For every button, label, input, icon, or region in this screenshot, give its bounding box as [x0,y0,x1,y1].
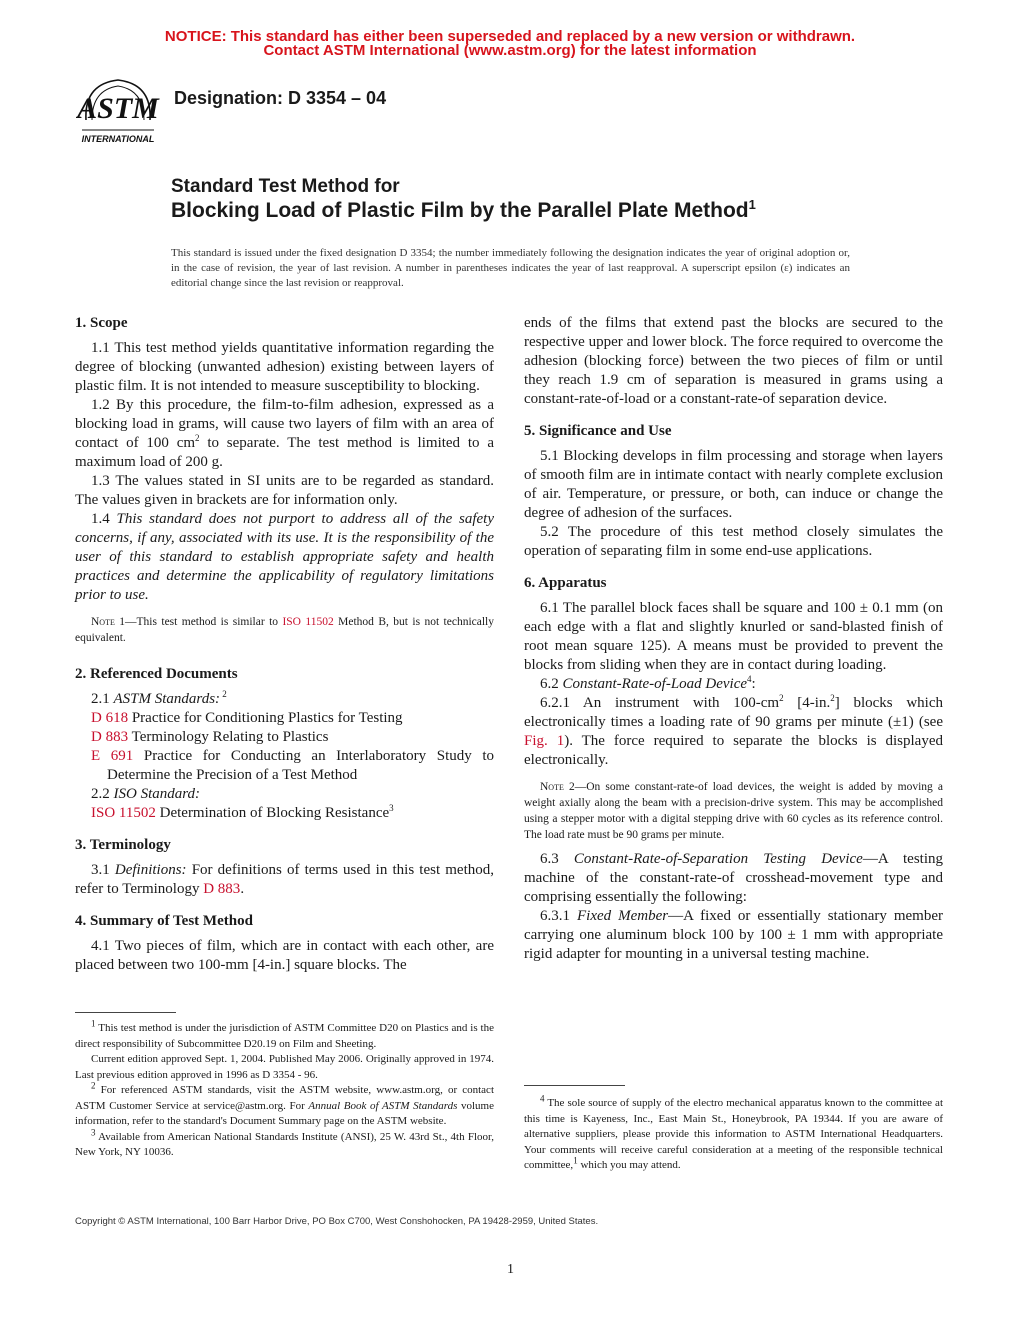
astm-logo [76,74,160,148]
footnote-3: $^3$ Available from American National Standards Institute (ANSI), 25 W. 43rd St., 4th Floor, New York, NY 10036. [75,1126,494,1158]
title-line-1: Standard Test Method for [171,176,400,197]
iso-11502-link[interactable]: ISO 11502 [282,616,334,628]
fig-1-link[interactable]: Fig. 1 [524,733,565,749]
section-heading-scope: 1. Scope [75,315,128,331]
section-heading-referenced-documents: 2. Referenced Documents [75,666,238,682]
para-6-2-1: 6.2.1 An instrument with $100-cm^2$ [4-in.$^2$] blocks which electronically times a loading rate of 90 grams per minute (±1) (see Fig. 1). The force required to separate the blocks is displayed electronically. [524,693,943,768]
logo-sub: INTERNATIONAL [81,134,155,144]
left-footnotes [75,1018,494,1161]
para-6-1: 6.1 The parallel block faces shall be square and 100 ± 0.1 mm (on each edge with a flat and slightly knurled or sand-blasted finish of root mean square 125). A means must be provided to prevent the blocks from sliding when they are in contact during loading. [524,600,943,673]
footnote-rule [75,1012,176,1013]
footnote-4: $^4$ The sole source of supply of the electro mechanical apparatus known to the committee at this time is Kayeness, Inc., East Main St., Honeybrook, PA 19344. If you are aware of alternative suppliers, please provide this information to ASTM International Headquarters. Your comments will receive careful consideration at a meeting of the responsible technical committee,$^1$ which you may attend. [524,1093,943,1171]
ref-e691: E 691 Practice for Conducting an Interlaboratory Study to Determine the Precision of a Test Method [91,748,494,783]
sub-2-1: 2.1 ASTM Standards: $^2$ [91,689,227,707]
section-heading-summary: 4. Summary of Test Method [75,913,253,929]
footnote-1: $^1$ This test method is under the jurisdiction of ASTM Committee D20 on Plastics and is the direct responsibility of Subcommittee D20.19 on Film and Sheeting. [75,1018,494,1050]
para-5-1: 5.1 Blocking develops in film processing and storage when layers of smooth film are in intimate contact with nearly complete exclusion of air. Temperature, or pressure, or both, can induce or change the degree of adhesion of the surfaces. [524,448,943,521]
note-1: Note 1—This test method is similar to ISO 11502 Method B, but is not technically equivalent. [75,616,495,644]
section-heading-terminology: 3. Terminology [75,837,171,853]
intro-paragraph: This standard is issued under the fixed designation D 3354; the number immediately following the designation indicates the year of original adoption or, in the case of revision, the year of last revision. A number in parentheses indicates the year of last reapproval. A superscript epsilon (ε) indicates an editorial change since the last revision or reapproval. [171,247,850,289]
para-1-4: 1.4 This standard does not purport to address all of the safety concerns, if any, associated with its use. It is the responsibility of the user of this standard to establish appropriate safety and health practices and determine the applicability of regulatory limitations prior to use. [75,511,495,603]
notice-line-2: Contact ASTM International (www.astm.org) for the latest information [263,42,757,59]
logo-letters: ASTM [77,92,159,125]
page-number: 1 [507,1262,514,1277]
right-footnotes [524,1093,943,1174]
title-line-2: Blocking Load of Plastic Film by the Parallel Plate Method$^1$ [171,197,756,222]
ref-code-link[interactable]: E 691 [91,748,134,764]
ref-d883: D 883 Terminology Relating to Plastics [91,729,329,745]
ref-code-link[interactable]: D 618 [91,710,129,726]
designation: Designation: D 3354 – 04 [174,88,387,108]
right-column [524,314,943,964]
para-6-3-1: 6.3.1 Fixed Member—A fixed or essentially stationary member carrying one aluminum block 100 by 100 ± 1 mm with appropriate rigid adapter for mounting in a universal testing machine. [524,908,944,962]
note-2: Note 2—On some constant-rate-of load devices, the weight is added by moving a weight axially along the beam with a precision-drive system. This may be accomplished using a stepper motor with a digital stepping drive with 60 cycles as its reference control. The load rate must be 90 grams per minute. [524,781,943,841]
para-1-3: 1.3 The values stated in SI units are to be regarded as standard. The values given in brackets are for information only. [75,473,494,508]
ref-iso11502: ISO 11502 Determination of Blocking Resistance$^3$ [91,803,394,821]
ref-d618: D 618 Practice for Conditioning Plastics for Testing [91,710,403,726]
para-6-3: 6.3 Constant-Rate-of-Separation Testing Device—A testing machine of the constant-rate-of crosshead-movement type and comprising essentially the following: [524,851,943,905]
section-heading-apparatus: 6. Apparatus [524,575,607,591]
para-5-2: 5.2 The procedure of this test method closely simulates the operation of separating film in some end-use applications. [524,524,943,559]
para-6-2: 6.2 Constant-Rate-of-Load Device$^4$: [540,674,756,692]
para-1-2: 1.2 By this procedure, the film-to-film adhesion, expressed as a blocking load in grams, will cause two layers of film with an area of contact of 100 $cm^2$ to separate. The test method is limited to a maximum load of 200 g. [75,397,494,470]
d883-link[interactable]: D 883 [203,881,241,897]
copyright: Copyright © ASTM International, 100 Barr Harbor Drive, PO Box C700, West Conshohocken, PA 19428-2959, United States. [75,1216,599,1227]
section-heading-significance: 5. Significance and Use [524,423,672,439]
left-column [75,314,494,975]
ref-code-link[interactable]: D 883 [91,729,129,745]
sub-2-2: 2.2 ISO Standard: [91,786,201,802]
para-1-1: 1.1 This test method yields quantitative information regarding the degree of blocking (unwanted adhesion) existing between layers of plastic film. It is not intended to measure susceptibility to blocking. [75,340,494,394]
para-4-1-continued: ends of the films that extend past the blocks are secured to the respective upper and lower block. The force required to overcome the adhesion (blocking force) between the two pieces of film or until they reach 1.9 cm of separation is measured in grams using a constant-rate-of-load or a constant-rate-of separation device. [524,315,943,407]
footnote-rule [524,1085,625,1086]
para-4-1: 4.1 Two pieces of film, which are in contact with each other, are placed between two 100-mm [4-in.] square blocks. The [75,938,494,973]
footnote-1b: Current edition approved Sept. 1, 2004. Published May 2006. Originally approved in 1974. Last previous edition approved in 1996 as D 3354 - 96. [75,1053,494,1081]
ref-code-link[interactable]: ISO 11502 [91,805,156,821]
footnote-2: $^2$ For referenced ASTM standards, visit the ASTM website, www.astm.org, or contact ASTM Customer Service at service@astm.org. For Annual Book of ASTM Standards volume information, refer to the standard's Document Summary page on the ASTM website. [75,1080,494,1127]
para-3-1: 3.1 Definitions: For definitions of terms used in this test method, refer to Terminology D 883. [75,862,494,897]
notice-line-1: NOTICE: This standard has either been superseded and replaced by a new version or withdrawn. [164,28,856,45]
